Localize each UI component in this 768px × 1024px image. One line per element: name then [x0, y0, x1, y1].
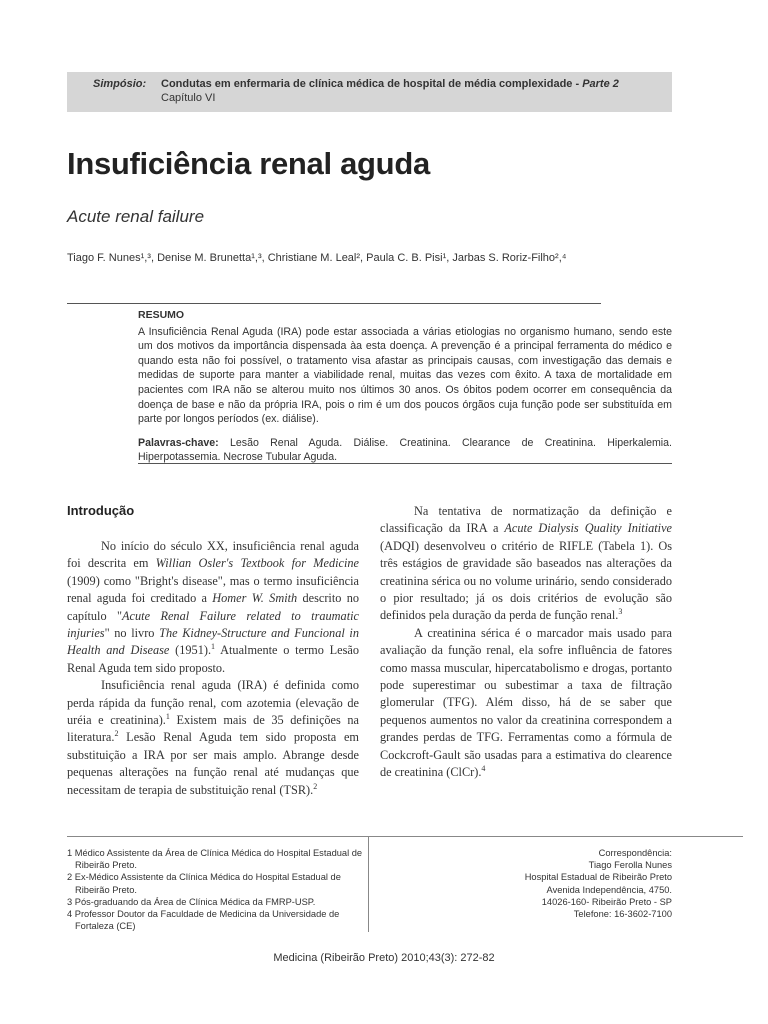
footnote-item: 1 Médico Assistente da Área de Clínica Médica do Hospital Estadual de Ribeirão Preto. [67, 848, 363, 871]
keywords-label: Palavras-chave: [138, 436, 219, 449]
journal-citation-footer: Medicina (Ribeirão Preto) 2010;43(3): 272-82 [273, 952, 495, 964]
intro-paragraph-2: Insuficiência renal aguda (IRA) é definida como perda rápida da função renal, com azotemia (elevação de uréia e creatinina).$^1$ Existem mais de 35 definições na literatura.$^2$ Lesão Renal Aguda tem sido proposta em substituição a IRA por ser mais amplo. Abrange desde pequenas alterações na função renal até mudanças que necessitam de terapia de substituição renal (TSR).$^2$ [67, 678, 360, 797]
intro-paragraph-1: No início do século XX, insuficiência renal aguda foi descrita em Willian Osler's Textbook for Medicine (1909) como "Bright's disease", mas o termo insuficiência renal aguda foi creditado a Homer W. Smith descrito no capítulo "Acute Renal Failure related to traumatic injuries" no livro The Kidney-Structure and Funcional in Health and Disease (1951).$^1$ Atualmente o termo Lesão Renal Aguda tem sido proposto. [67, 539, 359, 675]
correspondence-city: 14026-160- Ribeirão Preto - SP [541, 896, 672, 907]
header-divider [67, 303, 601, 304]
citation-ref: 1 [165, 711, 170, 721]
body-column-left [67, 538, 359, 799]
citation-ref: 1 [211, 642, 216, 652]
keywords [138, 436, 672, 465]
abstract-text: A Insuficiência Renal Aguda (IRA) pode estar associada a várias etiologias no organismo humano, sendo este um dos motivos da importância dispensada àa esta doença. A prevenção é a principal ferramenta do médico e quando esta não foi possível, o tratamento visa afastar as principais causas, com investigação das demais e medidas de suporte para manter a viabilidade renal, muitas das vezes com êxito. A taxa de mortalidade em pacientes com IRA não se alterou muito nos últimos 30 anos. Os óbitos podem ocorrer em consequência da doença de base e não da própria IRA, pois o rim é um dos poucos órgãos cuja função pode ser substituída em parte por longos períodos (ex. diálise). [138, 325, 672, 426]
symposium-banner [67, 72, 672, 112]
citation-ref: 4 [481, 764, 486, 773]
correspondence-label: Correspondência: [598, 848, 672, 858]
symposium-series-title: Condutas em enfermaria de clínica médica de hospital de média complexidade - Parte 2 [161, 78, 619, 90]
correspondence-name: Tiago Ferolla Nunes [588, 860, 672, 871]
correspondence-street: Avenida Independência, 4750. [546, 884, 672, 895]
abstract-heading: RESUMO [138, 309, 185, 321]
article-title: Insuficiência renal aguda [67, 146, 430, 181]
footnote-divider [67, 836, 743, 837]
intro-paragraph-3: Na tentativa de normatização da definição e classificação da IRA a Acute Dialysis Quality Initiative (ADQI) desenvolveu o critério de RIFLE (Tabela 1). Os três estágios de gravidade são baseados nas alterações da creatinina sérica ou no volume urinário, sendo considerado o pior resultado; já os dois critérios de evolução são definidos pela duração da perda de função renal.$^3$ [380, 504, 673, 623]
intro-paragraph-4: A creatinina sérica é o marcador mais usado para avaliação da função renal, ela sofre influência de fatores como massa muscular, hipercatabolismo e drogas, portanto pode superestimar ou subestimar a taxa de filtração glomerular (TFG). Além disso, há de se saber que pequenos aumentos no valor da creatinina correspondem a grandes perdas de TFG. Ferramentas como a fórmula de Cockcroft-Gault são usadas para a estimativa do clearence de creatinina (ClCr).$^4$ [380, 625, 672, 780]
correspondence-block [372, 847, 672, 920]
affiliation-footnotes [67, 847, 367, 932]
symposium-label: Simpósio: [93, 78, 147, 90]
citation-ref: 2 [114, 729, 119, 739]
article-authors: Tiago F. Nunes¹,³, Denise M. Brunetta¹,³, Christiane M. Leal², Paula C. B. Pisi¹, Jarbas S. Roriz-Filho²,⁴ [67, 252, 567, 264]
abstract-divider [138, 463, 672, 464]
footnote-item: 2 Ex-Médico Assistente da Clínica Médica do Hospital Estadual de Ribeirão Preto. [67, 872, 341, 895]
symposium-chapter: Capítulo VI [161, 92, 216, 104]
citation-ref: 2 [313, 781, 318, 791]
footnote-item: 3 Pós-graduando da Área de Clínica Médica da FMRP-USP. [67, 896, 316, 907]
article-subtitle: Acute renal failure [67, 207, 205, 226]
footnote-item: 4 Professor Doutor da Faculdade de Medicina da Universidade de Fortaleza (CE) [67, 909, 340, 932]
keywords-list: Lesão Renal Aguda. Diálise. Creatinina. Clearance de Creatinina. Hiperkalemia. Hiperpotassemia. Necrose Tubular Aguda. [138, 436, 672, 464]
body-column-right [380, 503, 672, 782]
section-heading-introduction: Introdução [67, 503, 135, 518]
abstract [138, 308, 672, 465]
citation-ref: 3 [618, 607, 623, 617]
footnote-column-divider [368, 836, 369, 932]
symposium-part: Parte 2 [582, 78, 619, 90]
correspondence-institution: Hospital Estadual de Ribeirão Preto [524, 872, 672, 883]
correspondence-phone: Telefone: 16-3602-7100 [573, 909, 672, 920]
